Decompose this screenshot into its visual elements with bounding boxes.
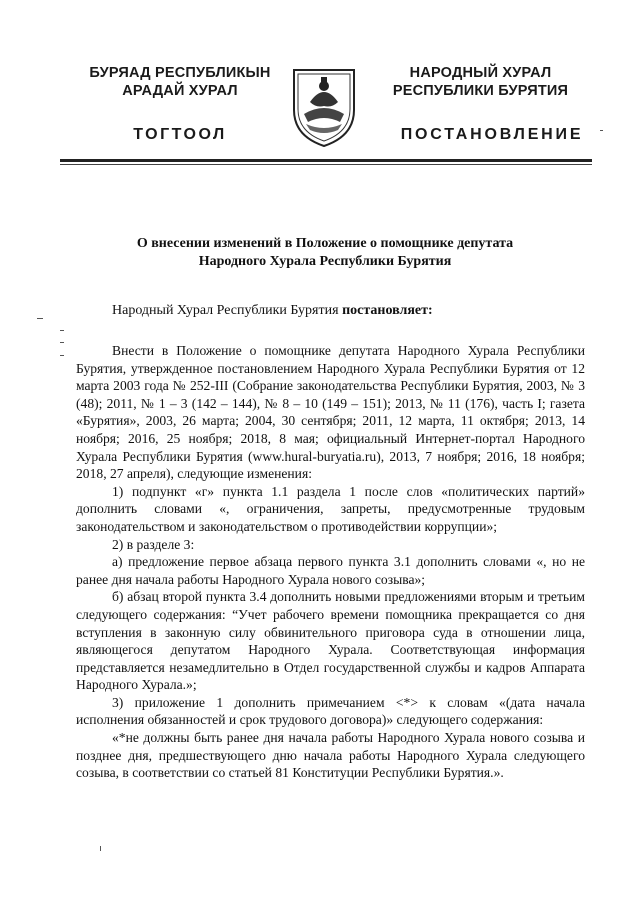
scan-mark <box>60 330 64 331</box>
header-divider-thick <box>60 159 592 162</box>
title-line1: О внесении изменений в Положение о помощнике депутата <box>136 236 514 251</box>
header-right-line1: НАРОДНЫЙ ХУРАЛ <box>409 65 552 81</box>
preamble-text: Народный Хурал Республики Бурятия <box>112 303 343 318</box>
scan-mark <box>60 355 64 356</box>
paragraph-intro: Внести в Положение о помощнике депутата Народного Хурала Республики Бурятия, утвержденное постановлением Народного Хурала Республики Бурятия от 12 марта 2003 года № 252-III (Собрание законодательства Республики Бурятия, 2003, № 3 (48); 2011, № 1 – 3 (142 – 144), № 8 – 10 (149 – 151); 2013, № 11 (176), часть I; газета «Бурятия», 2003, 26 марта; 2004, 30 сентября; 2011, 12 марта, 11 октября; 2013, 14 ноября; 2016, 25 ноября; 2018, 8 мая; официальный Интернет-портал Народного Хурала Республики Бурятия (www.hural-buryatia.ru), 2013, 7 ноября; 2016, 18 ноября; 2018, 27 апреля), следующие изменения: <box>76 343 585 482</box>
scan-mark <box>60 342 64 343</box>
scan-mark <box>100 846 101 851</box>
title-line2: Народного Хурала Республики Бурятия <box>198 254 452 269</box>
doc-type-left: ТОГТООЛ <box>133 126 227 143</box>
paragraph-item-1: 1) подпункт «г» пункта 1.1 раздела 1 после слов «политических партий» дополнить словами «, ограничения, запреты, предусмотренные трудовым законодательством и законодательством о противодействии коррупции»; <box>76 483 585 534</box>
header-left <box>60 64 300 100</box>
preamble <box>112 303 592 319</box>
header-divider-thin <box>60 164 592 165</box>
preamble-bold: постановляет: <box>342 303 433 318</box>
paragraph-item-2b: б) абзац второй пункта 3.4 дополнить новыми предложениями вторым и третьим следующего содержания: “Учет рабочего времени помощника прекращается со дня вступления в законную силу обвинительного приговора суда в отношении лица, являющегося депутатом Народного Хурала. Соответствующая информация представляется незамедлительно в Отдел государственной службы и кадров Аппарата Народного Хурала.»; <box>76 589 585 693</box>
header-left-line2: АРАДАЙ ХУРАЛ <box>122 83 238 99</box>
header-right <box>368 64 593 100</box>
paragraph-item-2a: а) предложение первое абзаца первого пункта 3.1 дополнить словами «, но не ранее дня начала работы Народного Хурала нового созыва»; <box>76 554 585 587</box>
scan-mark <box>600 130 603 131</box>
coat-of-arms-icon <box>288 62 360 150</box>
document-title <box>95 235 555 271</box>
paragraph-item-2: 2) в разделе 3: <box>112 536 195 552</box>
doc-type-right: ПОСТАНОВЛЕНИЕ <box>400 126 584 143</box>
document-body <box>76 342 585 782</box>
scan-mark <box>37 318 43 319</box>
paragraph-item-3: 3) приложение 1 дополнить примечанием <*> к словам «(дата начала исполнения обязанностей и срок трудового договора)» следующего содержания: <box>76 694 585 728</box>
paragraph-quote: «*не должны быть ранее дня начала работы Народного Хурала нового созыва и позднее дня, предшествующего дню начала работы Народного Хурала следующего созыва, в соответствии со статьей 81 Конституции Республики Бурятия.». <box>76 730 585 781</box>
header-left-line1: БУРЯАД РЕСПУБЛИКЫН <box>89 65 271 81</box>
header-right-line2: РЕСПУБЛИКИ БУРЯТИЯ <box>392 83 569 99</box>
